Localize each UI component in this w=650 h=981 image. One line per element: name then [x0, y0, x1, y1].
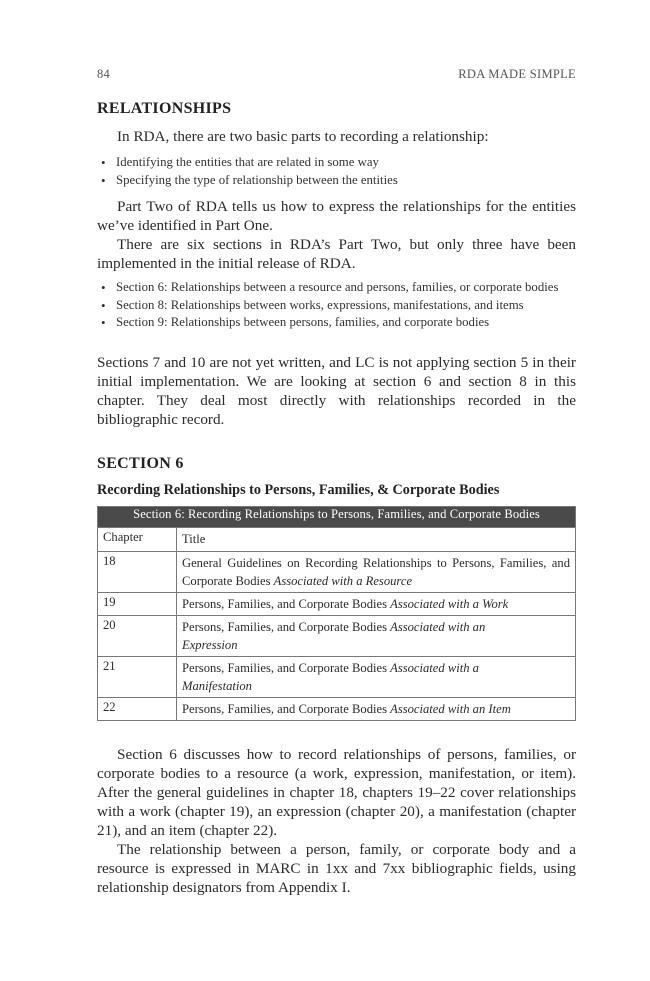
paragraph: The relationship between a person, family, or corporate body and a resource is expressed in MARC in 1xx and 7xx bibliographic fields, using relationship designators from Appendix I. — [97, 841, 576, 896]
list-item: • Section 9: Relationships between persons, families, and corporate bodies — [98, 314, 560, 332]
table-caption: Section 6: Recording Relationships to Persons, Families, and Corporate Bodies — [98, 507, 576, 528]
section6-subheading: Recording Relationships to Persons, Families, & Corporate Bodies — [97, 482, 500, 498]
table-row — [98, 616, 576, 657]
title-cell — [177, 616, 576, 657]
section6-heading: SECTION 6 — [97, 455, 184, 472]
list-item: • Identifying the entities that are related in some way — [98, 154, 576, 172]
title-cell — [177, 657, 576, 698]
paragraph: Sections 7 and 10 are not yet written, and LC is not applying section 5 in their initial implementation. We are looking at section 6 and section 8 in this chapter. They deal most directly with relationships recorded in the bibliographic record. — [97, 354, 576, 428]
column-header-title: Title — [177, 528, 576, 552]
title-italic-text: Associated with a Resource — [273, 574, 413, 588]
chapter-cell: 18 — [98, 552, 177, 593]
table-row — [98, 552, 576, 593]
sections-list — [98, 279, 560, 332]
chapter-cell: 20 — [98, 616, 177, 657]
relationships-heading: RELATIONSHIPS — [97, 100, 232, 117]
running-title: RDA MADE SIMPLE — [458, 67, 576, 81]
table-row — [98, 698, 576, 721]
page-number: 84 — [97, 67, 111, 81]
sections-note-block — [97, 353, 576, 429]
title-cell — [177, 698, 576, 721]
relationship-parts-list — [98, 154, 576, 189]
title-text: Persons, Families, and Corporate Bodies — [182, 597, 391, 611]
list-item: • Section 8: Relationships between works, expressions, manifestations, and items — [98, 297, 560, 315]
chapter-cell: 22 — [98, 698, 177, 721]
title-italic-text: Associated with an Expression — [182, 620, 486, 652]
title-text: Persons, Families, and Corporate Bodies — [182, 702, 391, 716]
title-text: Persons, Families, and Corporate Bodies — [182, 661, 391, 675]
relationships-intro: In RDA, there are two basic parts to recording a relationship: — [117, 128, 489, 145]
paragraph: Part Two of RDA tells us how to express the relationships for the entities we’ve identified in Part One. — [97, 198, 576, 234]
chapter-cell: 19 — [98, 593, 177, 616]
title-italic-text: Associated with an Item — [390, 702, 511, 716]
title-italic-text: Associated with a Work — [390, 597, 509, 611]
title-text: Persons, Families, and Corporate Bodies — [182, 620, 391, 634]
column-header-chapter: Chapter — [98, 528, 177, 552]
table-caption-row — [98, 507, 576, 528]
table-row — [98, 657, 576, 698]
title-italic-text: Associated with a Manifestation — [182, 661, 479, 693]
list-item: • Specifying the type of relationship between the entities — [98, 172, 576, 190]
list-item: • Section 6: Relationships between a resource and persons, families, or corporate bodies — [98, 279, 560, 297]
paragraph: Section 6 discusses how to record relationships of persons, families, or corporate bodies to a resource (a work, expression, manifestation, or item). After the general guidelines in chapter 18, chapters 19–22 cover relationships with a work (chapter 19), an expression (chapter 20), a manifestation (chapter 21), and an item (chapter 22). — [97, 746, 576, 839]
table-header-row — [98, 528, 576, 552]
relationships-intro-block — [97, 127, 576, 146]
paragraph: There are six sections in RDA’s Part Two, but only three have been implemented in the initial release of RDA. — [97, 236, 576, 272]
part-two-paragraphs — [97, 197, 576, 273]
title-cell — [177, 552, 576, 593]
title-text: General Guidelines on Recording Relationships to Persons, Families, and Corporate Bodies — [182, 556, 570, 588]
section6-table — [97, 506, 576, 721]
chapter-cell: 21 — [98, 657, 177, 698]
table-row — [98, 593, 576, 616]
section6-discussion — [97, 745, 576, 897]
title-cell — [177, 593, 576, 616]
